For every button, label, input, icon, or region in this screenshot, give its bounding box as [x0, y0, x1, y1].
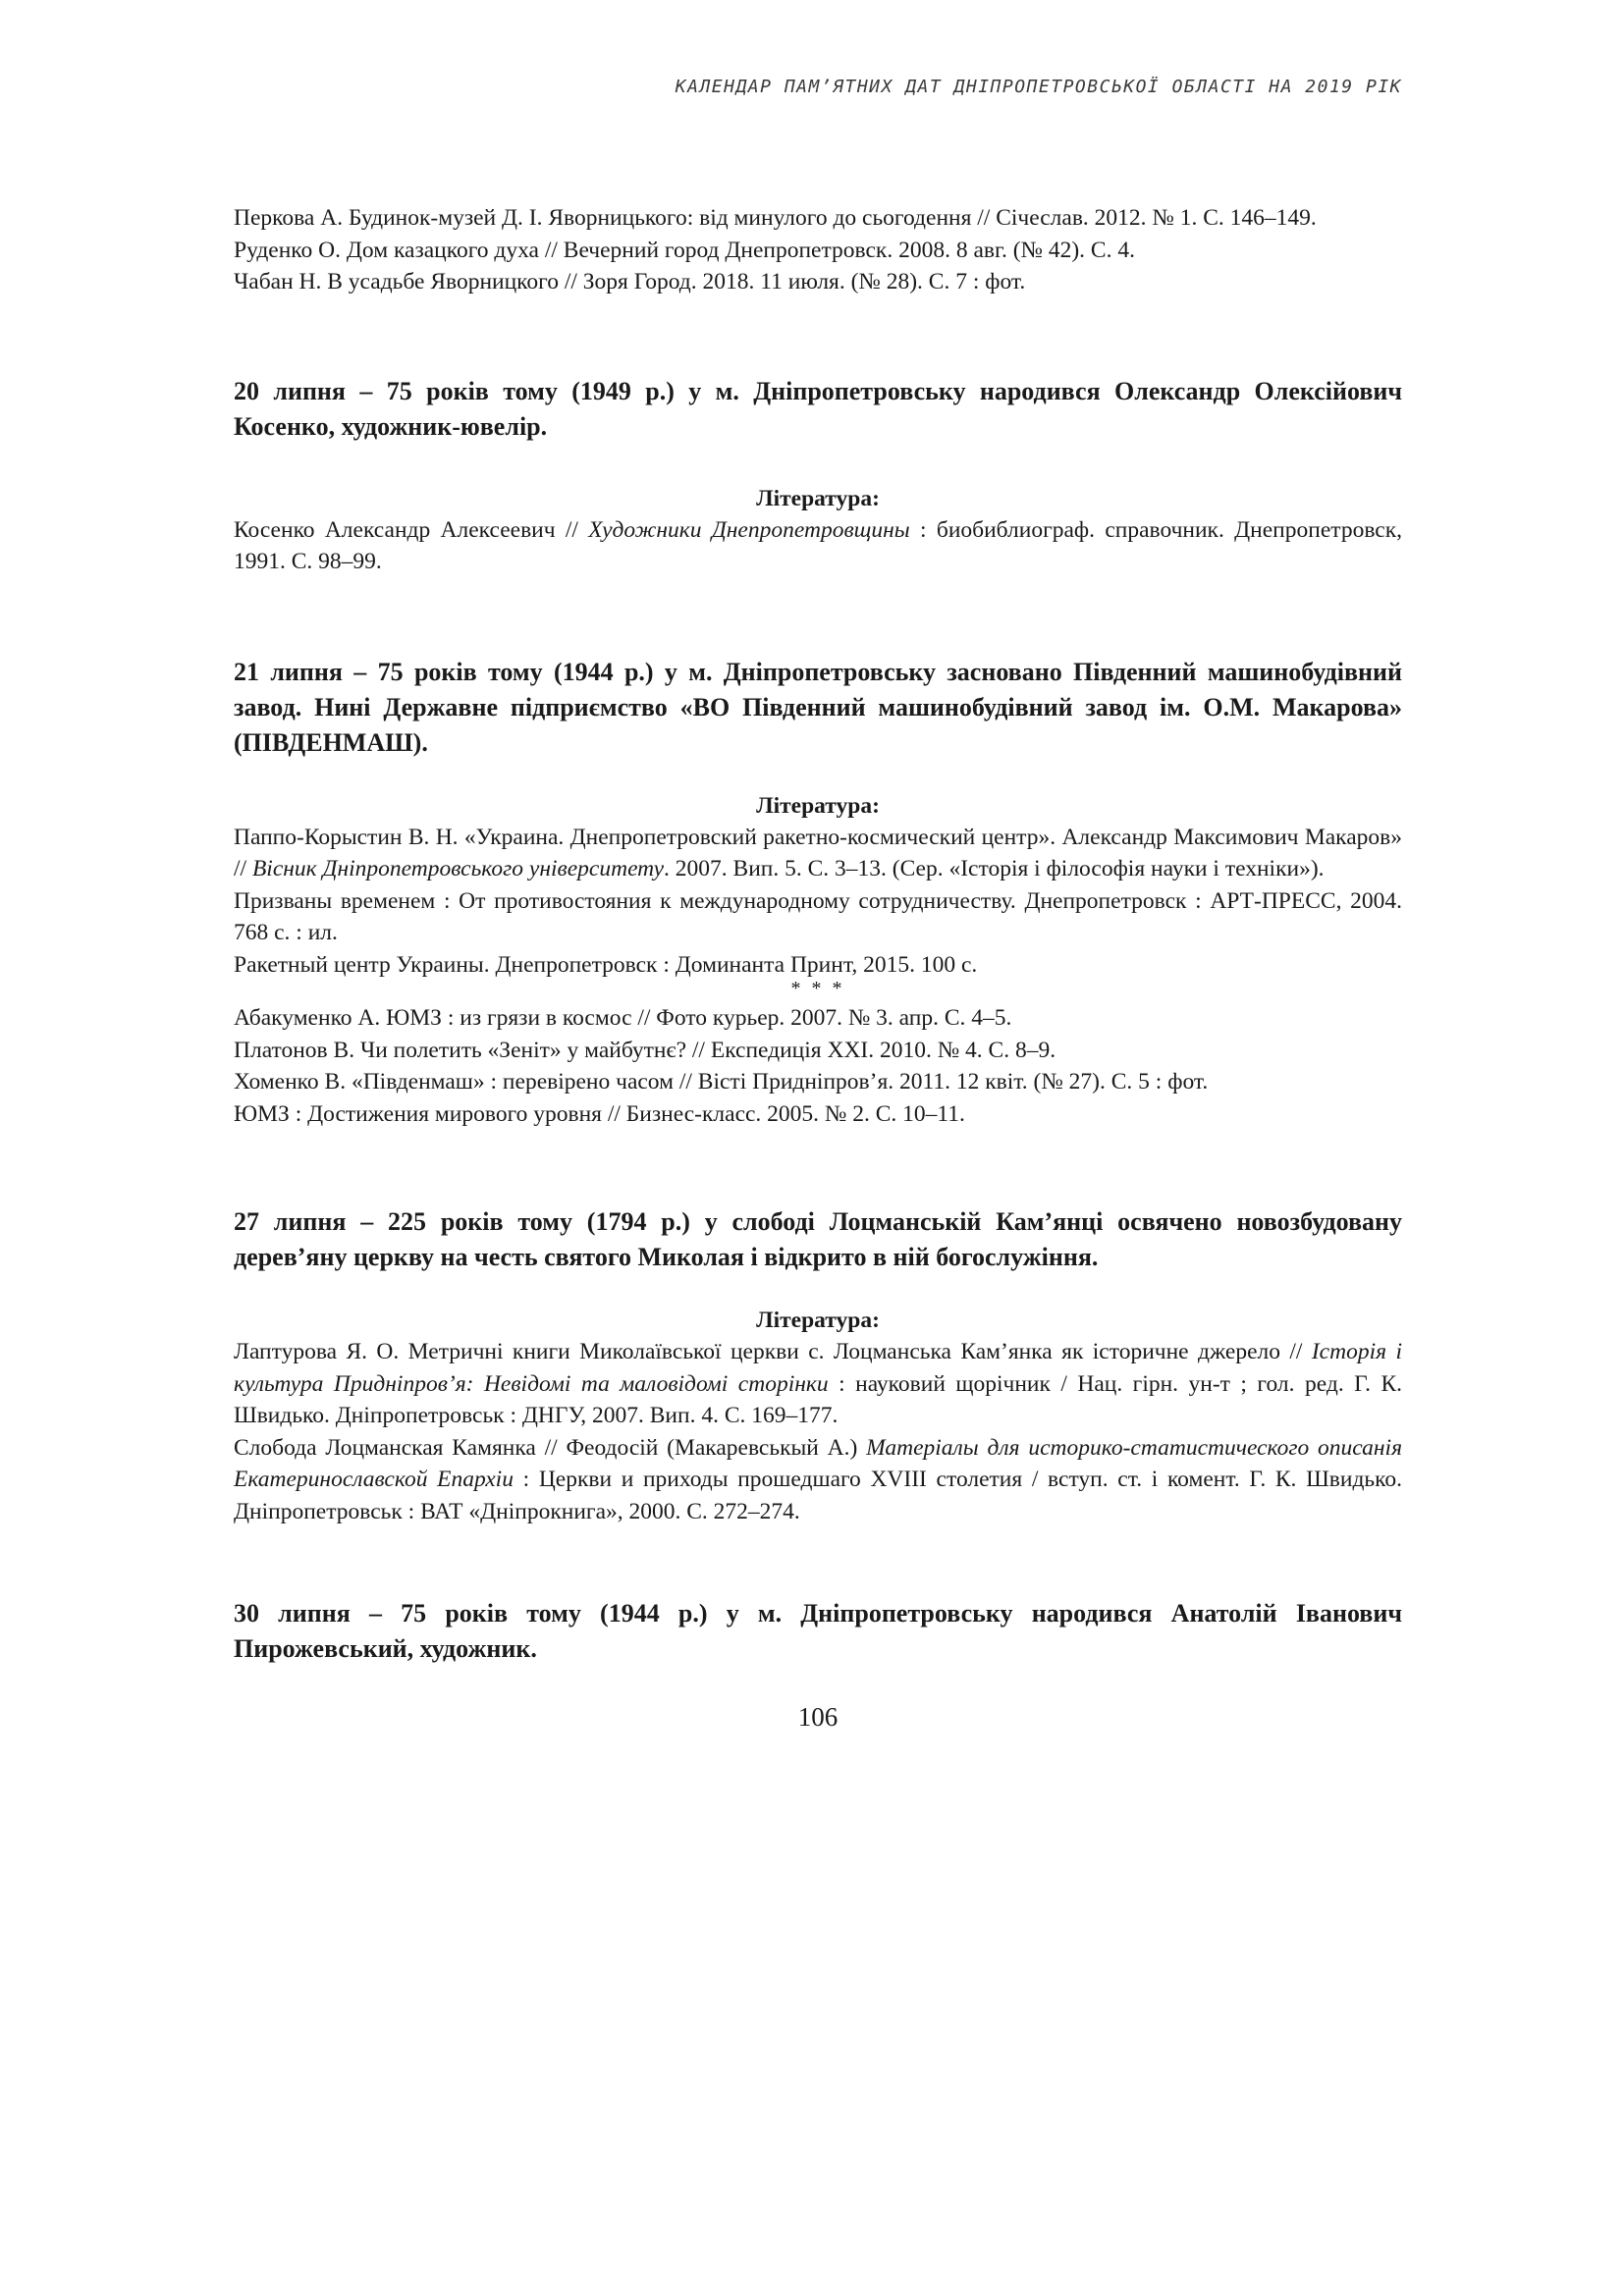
reference-entry: Перкова А. Будинок-музей Д. І. Яворницького: від минулого до сьогодення // Січеслав. 2012. № 1. С. 146–149.: [234, 205, 1317, 231]
reference-entry: Руденко О. Дом казацкого духа // Вечерний город Днепропетровск. 2008. 8 авг. (№ 42). С. 4.: [234, 237, 1135, 263]
literature-heading: Література:: [756, 1308, 880, 1333]
event-title: 20 липня – 75 років тому (1949 р.) у м. Дніпропетровську народився Олександр Олексійович Косенко, художник-ювелір.: [234, 376, 1402, 441]
event-title: 21 липня – 75 років тому (1944 р.) у м. Дніпропетровську засновано Південний машинобудівний завод. Нині Державне підприємство «ВО Південний машинобудівний завод ім. О.М. Макарова» (ПІВДЕНМАШ).: [234, 657, 1402, 757]
reference-entry: Паппо-Корыстин В. Н. «Украина. Днепропетровский ракетно-космический центр». Александр Максимович Макаров» // Вісник Дніпропетровського університету. 2007. Вип. 5. С. 3–13. (Сер. «Історія і філософія науки і техніки»).: [234, 824, 1402, 881]
reference-entry: Чабан Н. В усадьбе Яворницкого // Зоря Город. 2018. 11 июля. (№ 28). С. 7 : фот.: [234, 269, 1026, 294]
page-number: 106: [797, 1702, 839, 1732]
page-content: [234, 202, 1402, 1667]
literature-heading: Література:: [756, 792, 880, 819]
reference-entry: Ракетный центр Украины. Днепропетровск : Доминанта Принт, 2015. 100 с.: [234, 951, 978, 978]
reference-entry: ЮМЗ : Достижения мирового уровня // Бизнес-класс. 2005. № 2. С. 10–11.: [234, 1100, 965, 1127]
reference-entry: Слобода Лоцманская Камянка // Феодосій (Макаревськый А.) Матеріалы для историко-статистического описанія Екатеринославской Епархіи : Церкви и приходы прошедшаго XVIII столетия / вступ. ст. і комент. Г. К. Швидько. Дніпропетровськ : ВАТ «Дніпрокнига», 2000. С. 272–274.: [234, 1434, 1402, 1524]
event-title: 27 липня – 225 років тому (1794 р.) у слободі Лоцманській Кам’янці освячено новозбудовану дерев’яну церкву на честь святого Миколая і відкрито в ній богослужіння.: [234, 1207, 1402, 1271]
reference-entry: Абакуменко А. ЮМЗ : из грязи в космос // Фото курьер. 2007. № 3. апр. С. 4–5.: [234, 1005, 1012, 1031]
running-header: КАЛЕНДАР ПАМ’ЯТНИХ ДАТ ДНІПРОПЕТРОВСЬКОЇ ОБЛАСТІ НА 2019 РІК: [675, 77, 1402, 97]
reference-entry: Хоменко В. «Південмаш» : перевірено часом // Вісті Придніпров’я. 2011. 12 квіт. (№ 27). С. 5 : фот.: [234, 1069, 1209, 1095]
separator-stars: * * *: [790, 978, 845, 999]
reference-entry: Лаптурова Я. О. Метричні книги Миколаївської церкви с. Лоцманська Кам’янка як історичне джерело // Історія і культура Придніпров’я: Невідомі та маловідомі сторінки : науковий щорічник / Нац. гірн. ун-т ; гол. ред. Г. К. Швидько. Дніпропетровськ : ДНГУ, 2007. Вип. 4. С. 169–177.: [234, 1339, 1402, 1428]
event-title: 30 липня – 75 років тому (1944 р.) у м. Дніпропетровську народився Анатолій Іванович Пирожевський, художник.: [234, 1599, 1402, 1663]
reference-entry: Призваны временем : От противостояния к международному сотрудничеству. Днепропетровск : АРТ-ПРЕСС, 2004. 768 с. : ил.: [234, 887, 1402, 945]
literature-heading: Література:: [756, 485, 880, 511]
reference-entry: Платонов В. Чи полетить «Зеніт» у майбутнє? // Експедиція ХХІ. 2010. № 4. С. 8–9.: [234, 1037, 1056, 1063]
reference-entry: Косенко Александр Алексеевич // Художники Днепропетровщины : биобиблиограф. справочник. Днепропетровск, 1991. С. 98–99.: [234, 516, 1403, 574]
